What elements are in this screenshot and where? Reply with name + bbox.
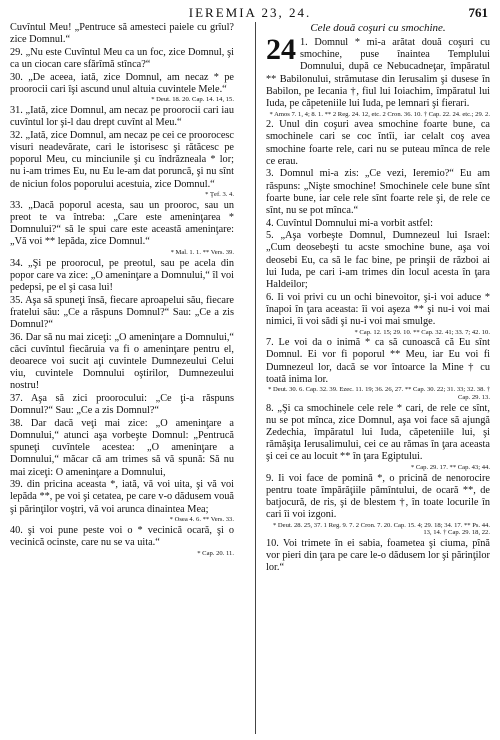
verse: 6. Ii voi privi cu un ochi binevoitor, şi-i voi aduce * înapoi în ţara aceasta: îi voi aşeza ** şi nu-i voi mai nimici, îi voi sădi şi nu-i voi mai smulge. — [266, 291, 490, 328]
chapter-start — [266, 33, 490, 110]
cross-reference: * Deut. 30. 6. Cap. 32. 39. Ezec. 11. 19; 36. 26, 27. ** Cap. 30. 22; 31. 33; 32. 38. † Cap. 29. 13. — [268, 386, 490, 401]
verse: 29. „Nu este Cuvîntul Meu ca un foc, zice Domnul, şi ca un ciocan care sfărîmă stînca?“ — [10, 46, 234, 70]
right-column — [266, 22, 490, 575]
verse: 30. „De aceea, iată, zice Domnul, am necaz * pe proorocii cari îşi ascund unul altuia cuvintele Mele.“ — [10, 71, 234, 95]
verse: 7. Le voi da o inimă * ca să cunoască că Eu sînt Domnul. Ei vor fi poporul ** Meu, iar Eu voi fi Dumnezeul lor, dacă se vor întoarce la Mine † cu toată inima lor. — [266, 337, 490, 385]
page-number: 761 — [468, 5, 488, 20]
cross-reference: * Deut. 18. 20. Cap. 14. 14, 15. — [151, 96, 234, 104]
verse-text: 1. Domnul * mi-a arătat două coşuri cu smochine, puse înaintea Templului Domnului, după ce Nebucadneţar, împăratul ** Babilonului, strămutase din Ierusalim şi dusese în Babilon, pe Iecania †, fiul lui Ioiachim, împăratul lui Iuda, pe căpeteniile lui Iuda, pe lemnari şi fierari. — [266, 37, 490, 110]
verse: 5. „Aşa vorbeşte Domnul, Dumnezeul lui Israel: „Cum deosebeşti tu acste smochine bune, aşa voi deosebi Eu, ca să le fac bine, pe prinşii de război ai lui Iuda, pe cari i-am trimes din locul acesta în ţara Haldeilor; — [266, 230, 490, 291]
verse: Cuvîntul Meu! „Pentruce să amesteci paiele cu grîul? zice Domnul.“ — [10, 22, 234, 46]
verse: 34. „Şi pe proorocul, pe preotul, sau pe acela din popor care va zice: „O ameninţare a Domnului,“ îl voi pedepsi, pe el şi casa lui! — [10, 257, 234, 293]
cross-reference: * Mal. 1. 1. ** Vers. 39. — [170, 248, 234, 256]
section-heading: Cele două coşuri cu smochine. — [310, 22, 446, 34]
verse: 8. „Şi ca smochinele cele rele * cari, de rele ce sînt, nu se pot mînca, zice Domnul, aşa voi face să ajungă Zedechia, împăratul lui Iuda, căpeteniile lui, şi rămăşiţa Ierusalimului, cei ce au rămas în ţara aceasta şi cei ce au locuit ** în ţara Egiptului. — [266, 402, 490, 463]
cross-reference: * Cap. 12. 15; 29. 10. ** Cap. 32. 41; 33. 7; 42. 10. — [354, 328, 490, 336]
cross-reference: * Osea 4. 6. ** Vers. 33. — [169, 516, 234, 524]
verse: 38. Dar dacă veţi mai zice: „O ameninţare a Domnului,“ atunci aşa vorbeşte Domnul: „Pentrucă spuneţi cuvîntele acestea: „O ameninţare a Domnului,“ măcar că am trimes să vă spună: Să nu mai ziceţi: O ameninţare a Domnului, — [10, 417, 234, 478]
chapter-number: 24 — [266, 33, 296, 66]
left-column — [10, 22, 234, 558]
verse: 36. Dar să nu mai ziceţi: „O ameninţare a Domnului,“ căci cuvîntul fiecăruia va fi o ameninţare pentru el, deoarece voi sucit aţi cuvintele Dumnezeului Celui viu, cuvintele Domnului oştirilor, Dumnezeului nostru! — [10, 331, 234, 392]
verse: 35. Aşa să spuneţi însă, fiecare aproapelui său, fiecare fratelui său: „Ce a răspuns Domnul?“ Sau: „Ce a zis Domnul?“ — [10, 294, 234, 330]
verse: 9. Ii voi face de pomină *, o pricină de nenorocire pentru toate împărăţiile pămîntului, de ocară **, de batjocură, de ris, şi de blestem †, în toate locurile în cari îi voi izgoni. — [266, 472, 490, 521]
verse: 10. Voi trimete în ei sabia, foametea şi ciuma, pînă vor pieri din ţara pe care le-o dădusem lor şi părinţilor lor.“ — [266, 537, 490, 574]
cross-reference: * Cap. 29. 17. ** Cap. 43; 44. — [410, 464, 490, 471]
verse: 33. „Dacă poporul acesta, sau un prooroc, sau un preot te va întreba: „Care este ameninţarea * Domnului?“ să le spui care este această ameninţare: „Vă voi ** lepăda, zice Domnul.“ — [10, 199, 234, 248]
verse: 3. Domnul mi-a zis: „Ce vezi, Ieremio?“ Eu am răspuns: „Nişte smochine! Smochinele cele bune sînt foarte bune, iar cele rele sînt foarte rele şi, de rele ce sînt, nu se pot mînca.“ — [266, 168, 490, 217]
verse: 32. „Iată, zice Domnul, am necaz pe cei ce proorocesc visuri neadevărate, cari le istorisesc şi rătăcesc pe poporul Meu, cu minciunile şi cu îndrăzneala * lor; nu i-am trimes Eu, nu Eu le-am dat poruncă, şi nu sînt de niciun folos poporului acestuia, zice Domnul.“ — [10, 129, 234, 190]
cross-reference: * Deut. 28. 25, 37. 1 Reg. 9. 7. 2 Cron. 7. 20. Cap. 15. 4; 29. 18; 34. 17. ** Ps. 44. 13, 14. † Cap. 29. 18, 22. — [272, 521, 490, 537]
verse: 37. Aşa să zici proorocului: „Ce ţi-a răspuns Domnul?“ Sau: „Ce a zis Domnul?“ — [10, 392, 234, 417]
verse: 31. „Iată, zice Domnul, am necaz pe proorocii cari iau cuvîntul lor şi-l dau drept cuvînt al Meu.“ — [10, 104, 234, 129]
verse: 39. din pricina aceasta *, iată, vă voi uita, şi vă voi lepăda **, pe voi şi cetatea, pe care v-o dădusem vouă şi părinţilor voştri, vă voi arunca dinaintea Mea; — [10, 479, 234, 515]
column-divider — [255, 22, 256, 734]
cross-reference: * Cap. 20. 11. — [197, 549, 234, 557]
verse: 4. Cuvîntul Domnului mi-a vorbit astfel: — [266, 217, 434, 229]
verse: 40. şi voi pune peste voi o * vecinică ocară, şi o vecinică ocinste, care nu se va uita.“ — [10, 524, 234, 548]
cross-reference: * Ţef. 3. 4. — [205, 191, 234, 199]
running-title: IEREMIA 23, 24. — [188, 5, 312, 20]
verse: 2. Unul din coşuri avea smochine foarte bune, ca smochinele cari se coc întîi, iar celalt coş avea smochine foarte rele, cari nu se puteau mînca de rele ce erau. — [266, 119, 490, 167]
cross-reference: * Amos 7. 1, 4; 8. 1. ** 2 Reg. 24. 12, etc. 2 Cron. 36. 10. † Cap. 22. 24. etc.; 29. 2. — [269, 110, 490, 118]
